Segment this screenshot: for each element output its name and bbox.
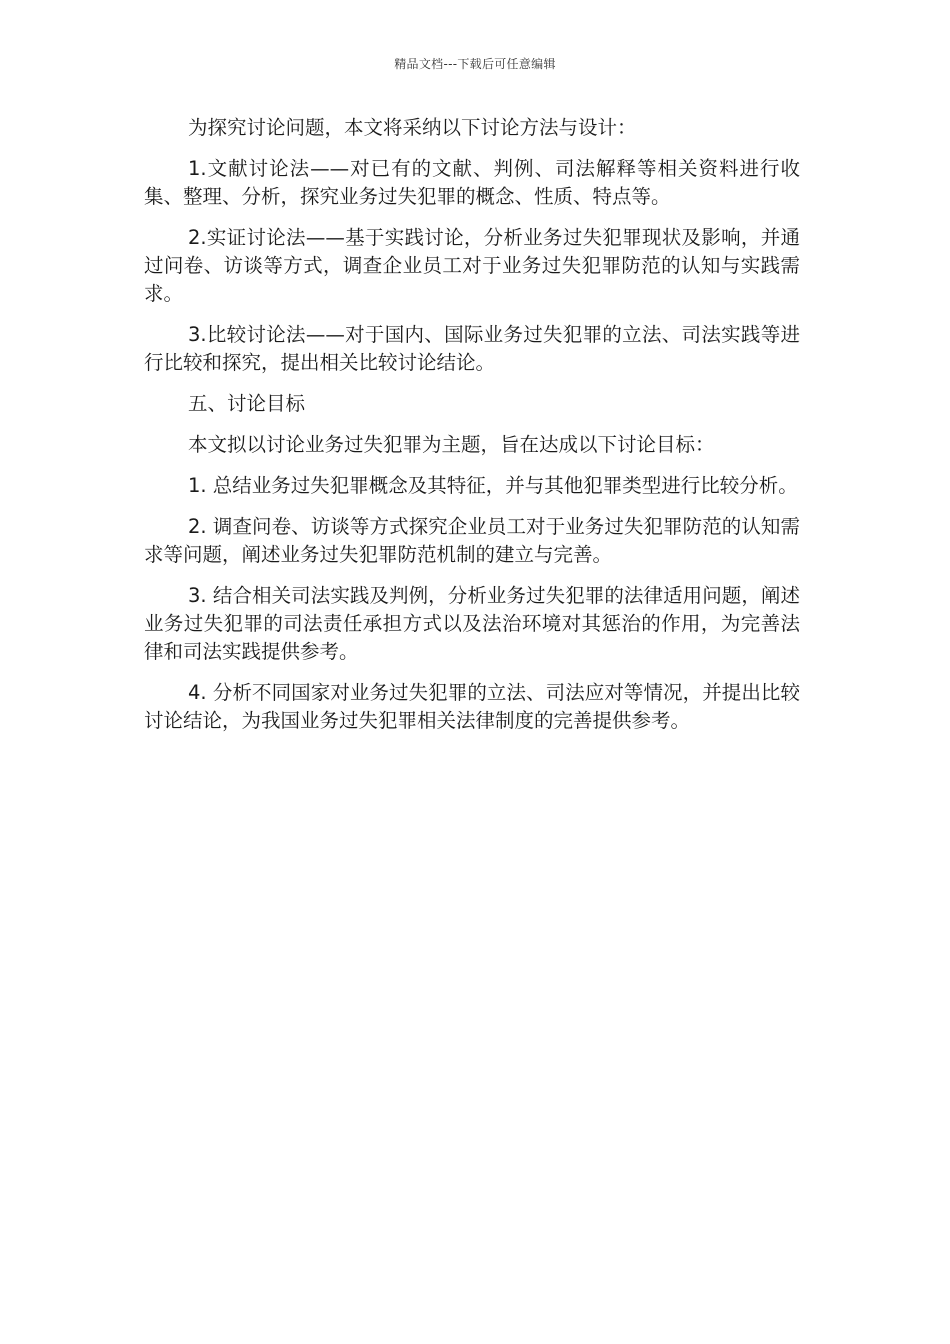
paragraph-goal-4: 4. 分析不同国家对业务过失犯罪的立法、司法应对等情况，并提出比较讨论结论，为我国业务过失犯罪相关法律制度的完善提供参考。	[144, 681, 800, 732]
section-heading-goals: 五、讨论目标	[188, 392, 306, 415]
document-body	[144, 114, 800, 748]
paragraph-goal-3: 3. 结合相关司法实践及判例，分析业务过失犯罪的法律适用问题，阐述业务过失犯罪的司法责任承担方式以及法治环境对其惩治的作用，为完善法律和司法实践提供参考。	[144, 584, 800, 663]
paragraph-goal-2: 2. 调查问卷、访谈等方式探究企业员工对于业务过失犯罪防范的认知需求等问题，阐述业务过失犯罪防范机制的建立与完善。	[144, 515, 800, 566]
paragraph-method-empirical: 2.实证讨论法——基于实践讨论，分析业务过失犯罪现状及影响，并通过问卷、访谈等方式，调查企业员工对于业务过失犯罪防范的认知与实践需求。	[144, 226, 800, 305]
paragraph-intro: 为探究讨论问题，本文将采纳以下讨论方法与设计：	[188, 116, 637, 139]
paragraph-goal-1: 1. 总结业务过失犯罪概念及其特征，并与其他犯罪类型进行比较分析。	[188, 474, 798, 497]
paragraph-method-literature: 1.文献讨论法——对已有的文献、判例、司法解释等相关资料进行收集、整理、分析，探究业务过失犯罪的概念、性质、特点等。	[144, 157, 800, 208]
paragraph-goals-intro: 本文拟以讨论业务过失犯罪为主题，旨在达成以下讨论目标：	[188, 433, 715, 456]
paragraph-method-comparative: 3.比较讨论法——对于国内、国际业务过失犯罪的立法、司法实践等进行比较和探究，提出相关比较讨论结论。	[144, 323, 800, 374]
page-header: 精品文档---下载后可任意编辑	[394, 57, 556, 71]
